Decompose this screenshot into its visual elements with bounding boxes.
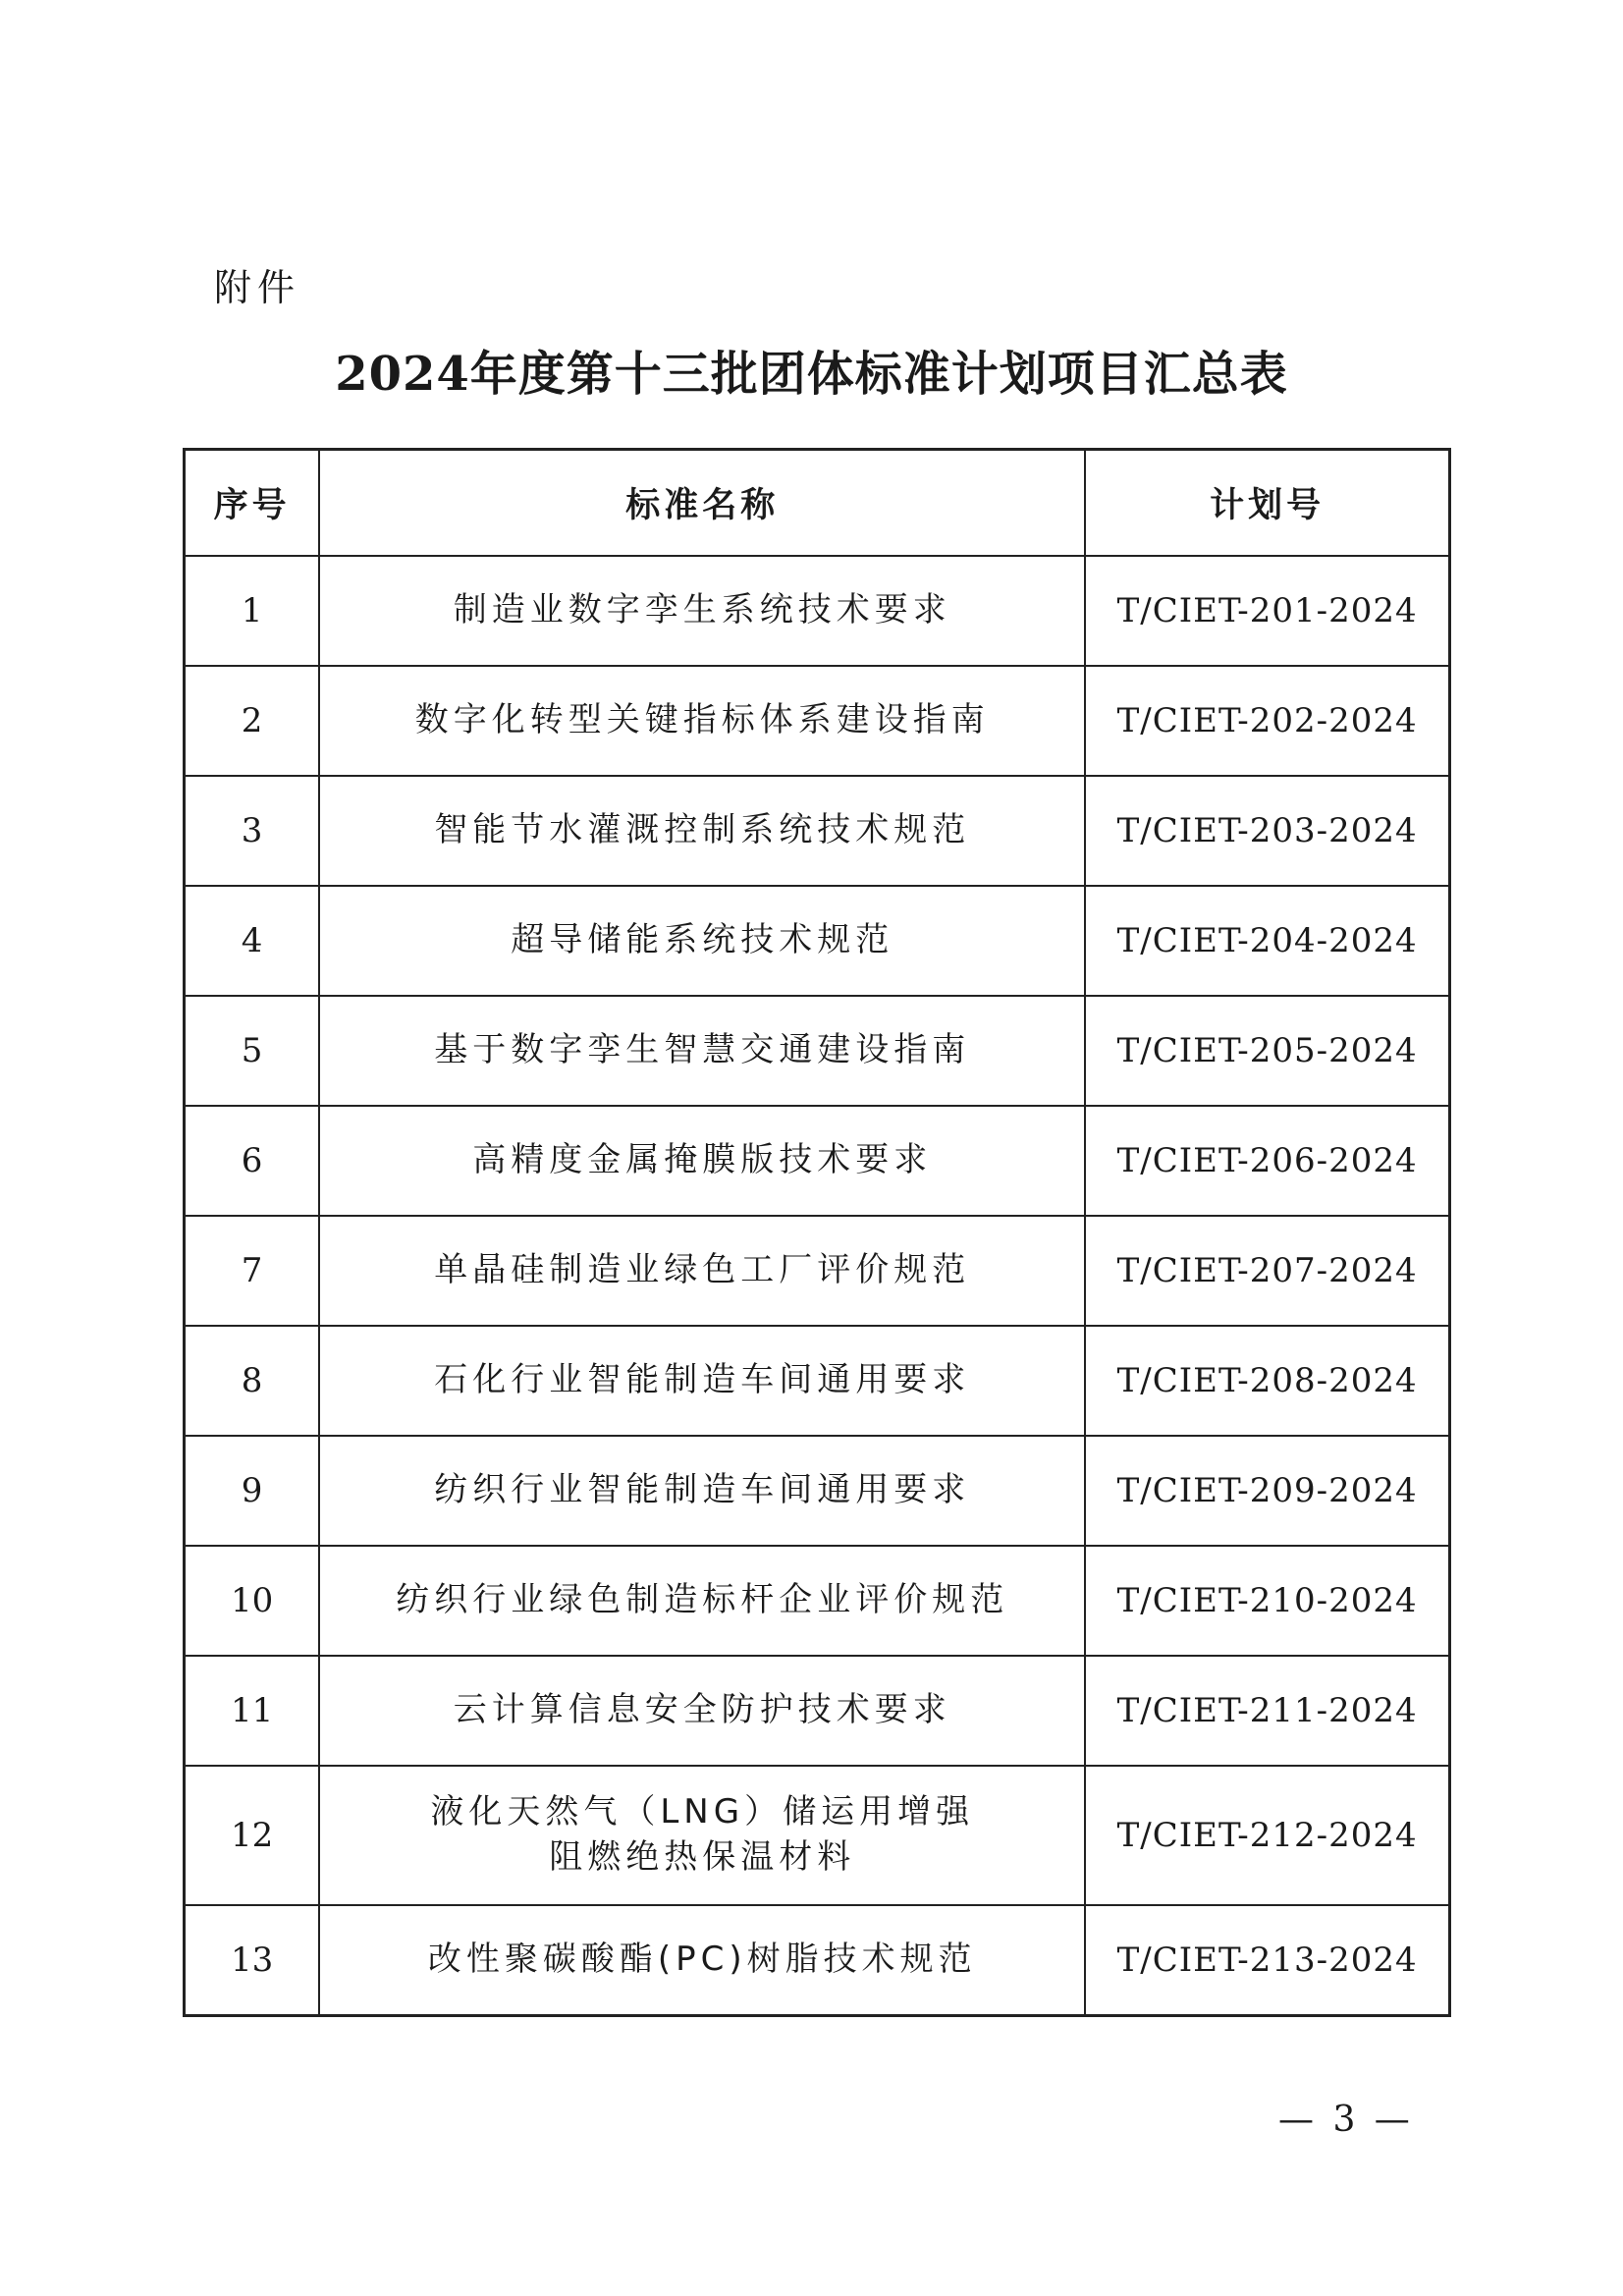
table-row bbox=[185, 1766, 1450, 1905]
serial-number-cell: 11 bbox=[185, 1656, 320, 1766]
standards-plan-table bbox=[183, 448, 1451, 2017]
plan-number-cell: T/CIET-201-2024 bbox=[1085, 556, 1449, 666]
table-row bbox=[185, 886, 1450, 996]
standard-name-cell: 石化行业智能制造车间通用要求 bbox=[319, 1326, 1085, 1436]
table-row bbox=[185, 556, 1450, 666]
plan-number-cell: T/CIET-213-2024 bbox=[1085, 1905, 1449, 2016]
plan-number-cell: T/CIET-208-2024 bbox=[1085, 1326, 1449, 1436]
serial-number-cell: 2 bbox=[185, 666, 320, 776]
header-serial-number: 序号 bbox=[185, 450, 320, 557]
standard-name-line-2: 阻燃绝热保温材料 bbox=[549, 1837, 856, 1877]
table-row bbox=[185, 1216, 1450, 1326]
serial-number-cell: 8 bbox=[185, 1326, 320, 1436]
serial-number-cell: 7 bbox=[185, 1216, 320, 1326]
page-number: — 3 — bbox=[1278, 2100, 1414, 2140]
header-standard-name: 标准名称 bbox=[319, 450, 1085, 557]
table-row bbox=[185, 1905, 1450, 2016]
plan-number-cell: T/CIET-210-2024 bbox=[1085, 1546, 1449, 1656]
standard-name-cell: 智能节水灌溉控制系统技术规范 bbox=[319, 776, 1085, 886]
serial-number-cell: 3 bbox=[185, 776, 320, 886]
table-row bbox=[185, 996, 1450, 1106]
header-plan-number: 计划号 bbox=[1085, 450, 1449, 557]
plan-number-cell: T/CIET-207-2024 bbox=[1085, 1216, 1449, 1326]
standard-name-cell: 单晶硅制造业绿色工厂评价规范 bbox=[319, 1216, 1085, 1326]
standard-name-cell: 云计算信息安全防护技术要求 bbox=[319, 1656, 1085, 1766]
standard-name-line-1: 液化天然气（LNG）储运用增强 bbox=[430, 1792, 975, 1832]
serial-number-cell: 6 bbox=[185, 1106, 320, 1216]
serial-number-cell: 4 bbox=[185, 886, 320, 996]
standard-name-cell: 制造业数字孪生系统技术要求 bbox=[319, 556, 1085, 666]
plan-number-cell: T/CIET-205-2024 bbox=[1085, 996, 1449, 1106]
serial-number-cell: 12 bbox=[185, 1766, 320, 1905]
standard-name-cell bbox=[319, 1766, 1085, 1905]
standard-name-cell: 数字化转型关键指标体系建设指南 bbox=[319, 666, 1085, 776]
plan-number-cell: T/CIET-211-2024 bbox=[1085, 1656, 1449, 1766]
standard-name-cell: 纺织行业绿色制造标杆企业评价规范 bbox=[319, 1546, 1085, 1656]
serial-number-cell: 10 bbox=[185, 1546, 320, 1656]
table-header-row bbox=[185, 450, 1450, 557]
standard-name-cell: 超导储能系统技术规范 bbox=[319, 886, 1085, 996]
document-title: 2024年度第十三批团体标准计划项目汇总表 bbox=[335, 347, 1288, 402]
serial-number-cell: 9 bbox=[185, 1436, 320, 1546]
plan-number-cell: T/CIET-212-2024 bbox=[1085, 1766, 1449, 1905]
table-row bbox=[185, 1326, 1450, 1436]
attachment-label: 附件 bbox=[214, 266, 301, 309]
table-row bbox=[185, 1656, 1450, 1766]
plan-number-cell: T/CIET-202-2024 bbox=[1085, 666, 1449, 776]
serial-number-cell: 1 bbox=[185, 556, 320, 666]
table-row bbox=[185, 1436, 1450, 1546]
standard-name-cell: 纺织行业智能制造车间通用要求 bbox=[319, 1436, 1085, 1546]
plan-number-cell: T/CIET-209-2024 bbox=[1085, 1436, 1449, 1546]
standard-name-cell: 高精度金属掩膜版技术要求 bbox=[319, 1106, 1085, 1216]
serial-number-cell: 13 bbox=[185, 1905, 320, 2016]
standard-name-cell: 改性聚碳酸酯(PC)树脂技术规范 bbox=[319, 1905, 1085, 2016]
table-row bbox=[185, 1106, 1450, 1216]
table-row bbox=[185, 666, 1450, 776]
plan-number-cell: T/CIET-203-2024 bbox=[1085, 776, 1449, 886]
table-row bbox=[185, 776, 1450, 886]
serial-number-cell: 5 bbox=[185, 996, 320, 1106]
standard-name-cell: 基于数字孪生智慧交通建设指南 bbox=[319, 996, 1085, 1106]
table-row bbox=[185, 1546, 1450, 1656]
plan-number-cell: T/CIET-206-2024 bbox=[1085, 1106, 1449, 1216]
plan-number-cell: T/CIET-204-2024 bbox=[1085, 886, 1449, 996]
